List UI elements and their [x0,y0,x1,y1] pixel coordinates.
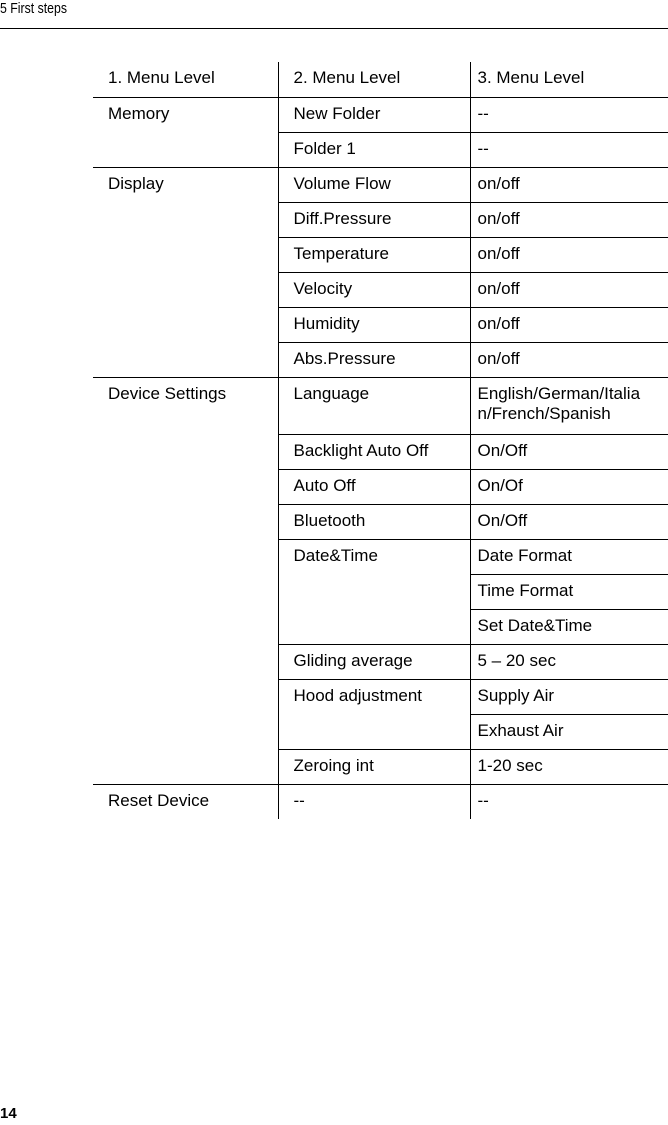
menu-level-3-cell: on/off [470,237,668,272]
menu-structure-table [93,62,668,819]
menu-level-3-cell: Set Date&Time [470,609,668,644]
menu-level-2-cell: Gliding average [278,644,470,679]
menu-level-3-cell: 5 – 20 sec [470,644,668,679]
menu-level-1-cell: Reset Device [93,784,278,819]
menu-level-2-cell: Temperature [278,237,470,272]
menu-level-3-cell: -- [470,132,668,167]
header-cell-menu-level-2: 2. Menu Level [278,62,470,97]
menu-level-3-cell: on/off [470,342,668,377]
page-number: 14 [0,1105,17,1122]
menu-level-2-cell: Abs.Pressure [278,342,470,377]
table-row [93,97,668,132]
menu-level-3-cell: Exhaust Air [470,714,668,749]
menu-level-3-cell: Date Format [470,539,668,574]
menu-level-2-cell: -- [278,784,470,819]
menu-level-3-cell: Supply Air [470,679,668,714]
table-row [93,167,668,202]
menu-level-3-cell: On/Off [470,504,668,539]
menu-level-3-cell: -- [470,97,668,132]
menu-level-2-cell: Bluetooth [278,504,470,539]
menu-level-1-cell: Display [93,167,278,377]
header-cell-menu-level-1: 1. Menu Level [108,68,215,87]
menu-level-3-cell: On/Off [470,434,668,469]
menu-level-3-cell: -- [470,784,668,819]
menu-level-2-cell: Auto Off [278,469,470,504]
menu-level-1-cell: Device Settings [93,377,278,784]
table-header-row [93,62,668,97]
menu-level-3-cell: on/off [470,272,668,307]
menu-level-2-cell: Hood adjustment [278,679,470,749]
header-cell-menu-level-3: 3. Menu Level [470,62,668,97]
page-header [0,0,668,29]
menu-level-2-cell: Backlight Auto Off [278,434,470,469]
menu-level-3-cell [470,377,668,434]
menu-level-2-cell: Velocity [278,272,470,307]
menu-level-2-cell: Folder 1 [278,132,470,167]
menu-level-3-cell: on/off [470,202,668,237]
menu-level-3-cell: Time Format [470,574,668,609]
table-row [93,377,668,434]
menu-level-2-cell: Language [278,377,470,434]
menu-level-3-cell: 1-20 sec [470,749,668,784]
menu-level-2-cell: Zeroing int [278,749,470,784]
language-options-line-1: English/German/Italia [477,383,641,403]
menu-level-3-cell: on/off [470,167,668,202]
section-title: 5 First steps [0,0,67,17]
menu-level-2-cell: Humidity [278,307,470,342]
menu-level-1-cell: Memory [93,97,278,167]
menu-level-2-cell: Diff.Pressure [278,202,470,237]
table-row [93,784,668,819]
menu-level-3-cell: On/Of [470,469,668,504]
language-options-line-2: n/French/Spanish [477,403,611,423]
menu-level-2-cell: New Folder [278,97,470,132]
menu-level-3-cell: on/off [470,307,668,342]
menu-level-2-cell: Volume Flow [278,167,470,202]
menu-level-2-cell: Date&Time [278,539,470,644]
